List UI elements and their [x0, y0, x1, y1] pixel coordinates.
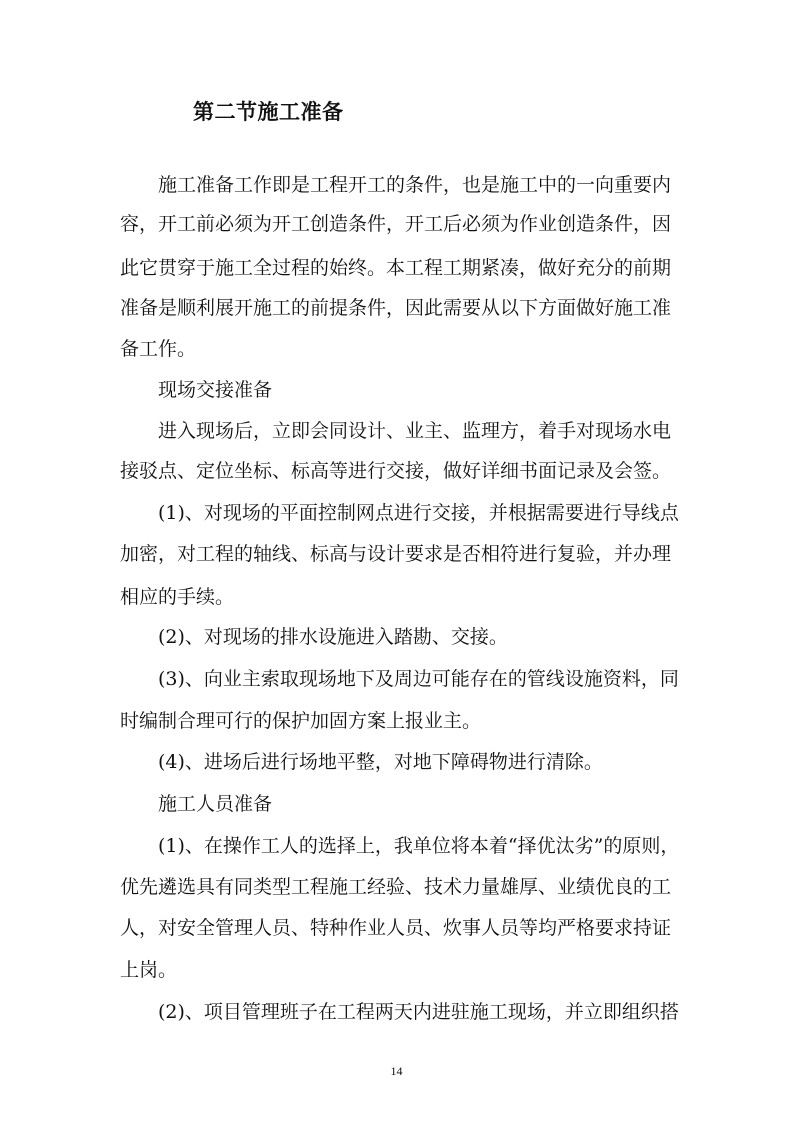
paragraph-line: 准备是顺利展开施工的前提条件，因此需要从以下方面做好施工准 [120, 297, 672, 319]
paragraph-line: 进入现场后，立即会同设计、业主、监理方，着手对现场水电 [158, 420, 672, 442]
list-item-line: (2)、对现场的排水设施进入踏勘、交接。 [158, 626, 508, 648]
paragraph-line: 容，开工前必须为开工创造条件，开工后必须为作业创造条件，因 [120, 213, 672, 235]
list-item-line: (3)、向业主索取现场地下及周边可能存在的管线设施资料，同 [158, 668, 679, 690]
list-item-line: 相应的手续。 [120, 586, 235, 608]
paragraph-line: 接驳点、定位坐标、标高等进行交接，做好详细书面记录及会签。 [120, 460, 672, 482]
subheading-site-handover: 现场交接准备 [158, 379, 273, 401]
list-item-line: (2)、项目管理班子在工程两天内进驻施工现场，并立即组织搭 [158, 1001, 679, 1023]
page-number: 14 [390, 1064, 403, 1078]
list-item-line: 优先遴选具有同类型工程施工经验、技术力量雄厚、业绩优良的工 [120, 876, 672, 898]
list-item-line: 上岗。 [120, 959, 178, 981]
subheading-personnel: 施工人员准备 [158, 793, 273, 815]
paragraph-line: 此它贯穿于施工全过程的始终。本工程工期紧凑，做好充分的前期 [120, 257, 672, 279]
paragraph-line: 备工作。 [120, 338, 197, 360]
list-item-line: 时编制合理可行的保护加固方案上报业主。 [120, 710, 482, 732]
section-title: 第二节施工准备 [193, 99, 344, 124]
list-item-line: (1)、在操作工人的选择上，我单位将本着“择优汰劣”的原则， [158, 835, 680, 857]
list-item-line: (4)、进场后进行场地平整，对地下障碍物进行清除。 [158, 751, 603, 773]
list-item-line: (1)、对现场的平面控制网点进行交接，并根据需要进行导线点 [158, 502, 679, 524]
list-item-line: 加密，对工程的轴线、标高与设计要求是否相符进行复验，并办理 [120, 543, 672, 565]
paragraph-line: 施工准备工作即是工程开工的条件，也是施工中的一向重要内 [158, 174, 672, 196]
list-item-line: 人，对安全管理人员、特种作业人员、炊事人员等均严格要求持证 [120, 917, 672, 939]
